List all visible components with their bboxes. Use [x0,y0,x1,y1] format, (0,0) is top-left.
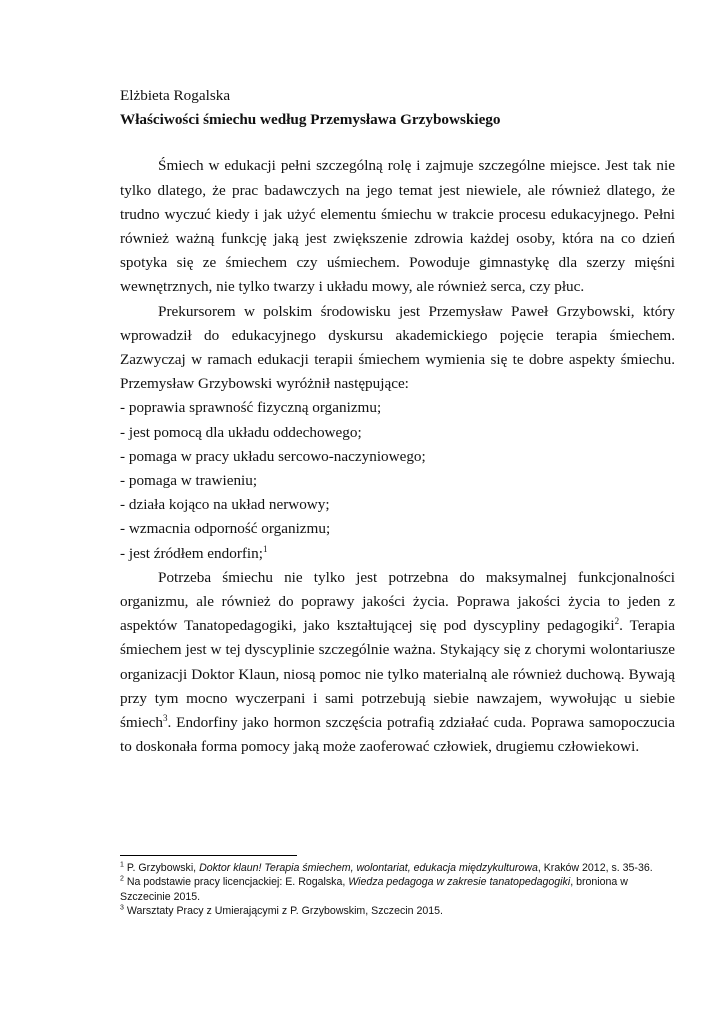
list-item: - pomaga w pracy układu sercowo-naczyniowego; [120,447,426,465]
paragraph-3 [120,566,675,760]
list-item: - wzmacnia odporność organizmu; [120,520,331,538]
footnote-number: 3 [120,904,124,912]
footnote-number: 1 [120,861,124,869]
footnote-2 [120,875,680,904]
footnote-1 [120,861,680,875]
footnote-text: P. Grzybowski, [123,862,200,874]
footnote-number: 2 [120,875,124,883]
footnote-text: , broniona w Szczecinie 2015. [120,876,628,903]
list-item: - poprawia sprawność fizyczną organizmu; [120,399,382,417]
benefits-list [120,396,675,565]
footnote-ref-1[interactable]: 1 [262,543,268,554]
paragraph-2: Prekursorem w polskim środowisku jest Przemysław Paweł Grzybowski, który wprowadził do edukacyjnego dyskursu akademickiego pojęcie terapia śmiechem. Zazwyczaj w ramach edukacji terapii śmiechem wymienia się te dobre aspekty śmiechu. Przemysław Grzybowski wyróżnił następujące: [120,302,675,393]
document-body [120,84,675,759]
list-item: - pomaga w trawieniu; [120,472,258,490]
footnotes [120,861,680,919]
list-item-last [120,542,675,566]
footnote-ref-3[interactable]: 3 [163,713,168,724]
footnote-text: Warsztaty Pracy z Umierającymi z P. Grzybowskim, Szczecin 2015. [123,905,443,918]
paragraph-3-part-3: . Endorfiny jako hormon szczęścia potrafią zdziałać cuda. Poprawa samopoczucia to doskonała forma pomocy jaką może zaoferować człowiek, drugiemu człowiekowi. [120,714,675,756]
paragraph-1: Śmiech w edukacji pełni szczególną rolę i zajmuje szczególne miejsce. Jest tak nie tylko dlatego, że prac badawczych na jego temat jest niewiele, ale również dlatego, że trudno wyczuć kiedy i jak użyć elementu śmiechu w trakcie procesu edukacyjnego. Pełni również ważną funkcję jaką jest zwiększenie zdrowia każdej osoby, która na co dzień spotyka się ze śmiechem czy uśmiechem. Powoduje gimnastykę dla szerzy mięśni wewnętrznych, nie tylko twarzy i układu mowy, ale również serca, czy płuc. [120,157,675,296]
footnote-text: , Kraków 2012, s. 35-36. [537,862,653,874]
author-name: Elżbieta Rogalska [120,87,231,104]
footnote-italic-title: Doktor klaun! Terapia śmiechem, wolontariat, edukacja międzykulturowa [199,862,538,874]
paragraph-3-part-2: . Terapia śmiechem jest w tej dyscyplinie szczególnie ważna. Stykający się z chorymi wolontariusze organizacji Doktor Klaun, niosą pomoc nie tylko materialną ale również duchową. Bywają przy tym mocno wyczerpani i sami potrzebują siebie nawzajem, wywołując u siebie śmiech [120,617,675,732]
document-title: Właściwości śmiechu według Przemysława Grzybowskiego [120,111,501,129]
footnote-3 [120,904,680,918]
footnote-ref-2[interactable]: 2 [614,616,620,627]
footnote-italic-title: Wiedza pedagoga w zakresie tanatopedagogiki [348,876,571,889]
list-item: - działa kojąco na układ nerwowy; [120,496,330,514]
list-item: - jest pomocą dla układu oddechowego; [120,423,362,441]
paragraph-3-part-1: Potrzeba śmiechu nie tylko jest potrzebna do maksymalnej funkcjonalności organizmu, ale również do poprawy jakości życia. Poprawa jakości życia to jeden z aspektów Tanatopedagogiki, jako kształtującej się pod dyscypliny pedagogiki [120,568,675,635]
list-item-text: - jest źródłem endorfin; [120,544,263,562]
footnote-text: Na podstawie pracy licencjackiej: E. Rogalska, [123,876,349,889]
footnote-separator [120,855,297,856]
